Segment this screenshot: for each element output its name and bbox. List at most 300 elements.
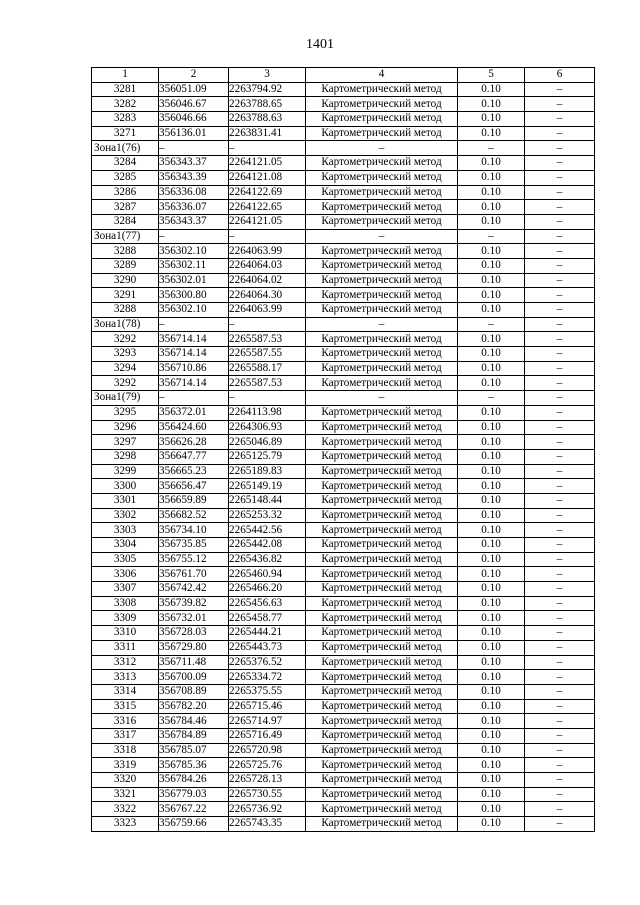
point-number-cell: 3289	[92, 258, 159, 273]
x-coordinate-cell: 356759.66	[159, 817, 229, 832]
method-cell: Картометрический метод	[306, 538, 458, 553]
x-coordinate-cell: 356714.14	[159, 332, 229, 347]
x-coordinate-cell: 356714.14	[159, 347, 229, 362]
method-cell: Картометрический метод	[306, 640, 458, 655]
accuracy-cell: 0.10	[458, 435, 525, 450]
point-number-cell: 3295	[92, 405, 159, 420]
table-row	[92, 288, 595, 303]
table-row	[92, 126, 595, 141]
x-coordinate-cell: 356784.26	[159, 773, 229, 788]
accuracy-cell: –	[458, 391, 525, 406]
x-coordinate-cell: 356343.37	[159, 214, 229, 229]
table-row	[92, 185, 595, 200]
x-coordinate-cell: 356784.89	[159, 728, 229, 743]
accuracy-cell: 0.10	[458, 684, 525, 699]
description-cell: –	[525, 200, 595, 215]
point-number-cell: 3282	[92, 97, 159, 112]
y-coordinate-cell: 2265149.19	[229, 479, 306, 494]
table-row	[92, 596, 595, 611]
description-cell: –	[525, 699, 595, 714]
x-coordinate-cell: 356336.07	[159, 200, 229, 215]
x-coordinate-cell: 356761.70	[159, 567, 229, 582]
description-cell: –	[525, 714, 595, 729]
method-cell: Картометрический метод	[306, 435, 458, 450]
description-cell: –	[525, 670, 595, 685]
point-number-cell: Зона1(77)	[92, 229, 159, 244]
accuracy-cell: 0.10	[458, 493, 525, 508]
column-header: 1	[92, 68, 159, 83]
table-row	[92, 273, 595, 288]
accuracy-cell: 0.10	[458, 626, 525, 641]
method-cell: Картометрический метод	[306, 347, 458, 362]
y-coordinate-cell: 2265730.55	[229, 787, 306, 802]
accuracy-cell: 0.10	[458, 464, 525, 479]
method-cell: Картометрический метод	[306, 361, 458, 376]
y-coordinate-cell: 2265587.53	[229, 376, 306, 391]
description-cell: –	[525, 361, 595, 376]
x-coordinate-cell: 356336.08	[159, 185, 229, 200]
y-coordinate-cell: 2265444.21	[229, 626, 306, 641]
table-row	[92, 332, 595, 347]
table-row	[92, 714, 595, 729]
accuracy-cell: 0.10	[458, 288, 525, 303]
table-row	[92, 435, 595, 450]
method-cell: Картометрический метод	[306, 802, 458, 817]
description-cell: –	[525, 626, 595, 641]
y-coordinate-cell: 2263794.92	[229, 82, 306, 97]
point-number-cell: 3310	[92, 626, 159, 641]
y-coordinate-cell: 2265375.55	[229, 684, 306, 699]
x-coordinate-cell: 356739.82	[159, 596, 229, 611]
table-header	[92, 68, 595, 83]
y-coordinate-cell: –	[229, 317, 306, 332]
zone-row	[92, 229, 595, 244]
point-number-cell: 3314	[92, 684, 159, 699]
description-cell: –	[525, 552, 595, 567]
point-number-cell: Зона1(79)	[92, 391, 159, 406]
table-row	[92, 567, 595, 582]
table-row	[92, 464, 595, 479]
accuracy-cell: 0.10	[458, 582, 525, 597]
point-number-cell: 3297	[92, 435, 159, 450]
accuracy-cell: –	[458, 229, 525, 244]
point-number-cell: 3292	[92, 376, 159, 391]
point-number-cell: 3313	[92, 670, 159, 685]
point-number-cell: 3284	[92, 214, 159, 229]
table-row	[92, 303, 595, 318]
method-cell: Картометрический метод	[306, 405, 458, 420]
accuracy-cell: 0.10	[458, 82, 525, 97]
accuracy-cell: 0.10	[458, 420, 525, 435]
point-number-cell: 3306	[92, 567, 159, 582]
column-header: 4	[306, 68, 458, 83]
x-coordinate-cell: 356767.22	[159, 802, 229, 817]
table-row	[92, 552, 595, 567]
table-row	[92, 758, 595, 773]
accuracy-cell: 0.10	[458, 523, 525, 538]
description-cell: –	[525, 538, 595, 553]
method-cell: –	[306, 317, 458, 332]
description-cell: –	[525, 464, 595, 479]
y-coordinate-cell: 2265125.79	[229, 449, 306, 464]
accuracy-cell: 0.10	[458, 347, 525, 362]
description-cell: –	[525, 126, 595, 141]
description-cell: –	[525, 435, 595, 450]
point-number-cell: 3305	[92, 552, 159, 567]
description-cell: –	[525, 288, 595, 303]
method-cell: Картометрический метод	[306, 596, 458, 611]
accuracy-cell: 0.10	[458, 332, 525, 347]
description-cell: –	[525, 97, 595, 112]
accuracy-cell: –	[458, 141, 525, 156]
method-cell: Картометрический метод	[306, 626, 458, 641]
accuracy-cell: 0.10	[458, 97, 525, 112]
table-row	[92, 640, 595, 655]
method-cell: Картометрический метод	[306, 670, 458, 685]
y-coordinate-cell: 2265728.13	[229, 773, 306, 788]
point-number-cell: 3301	[92, 493, 159, 508]
header-row	[92, 68, 595, 83]
description-cell: –	[525, 817, 595, 832]
x-coordinate-cell: 356734.10	[159, 523, 229, 538]
table-row	[92, 376, 595, 391]
description-cell: –	[525, 582, 595, 597]
accuracy-cell: 0.10	[458, 185, 525, 200]
x-coordinate-cell: 356732.01	[159, 611, 229, 626]
x-coordinate-cell: –	[159, 391, 229, 406]
table-row	[92, 82, 595, 97]
y-coordinate-cell: 2265334.72	[229, 670, 306, 685]
table-row	[92, 802, 595, 817]
description-cell: –	[525, 596, 595, 611]
method-cell: Картометрический метод	[306, 611, 458, 626]
point-number-cell: 3296	[92, 420, 159, 435]
accuracy-cell: 0.10	[458, 200, 525, 215]
point-number-cell: 3316	[92, 714, 159, 729]
method-cell: Картометрический метод	[306, 523, 458, 538]
point-number-cell: 3271	[92, 126, 159, 141]
method-cell: Картометрический метод	[306, 185, 458, 200]
column-header: 3	[229, 68, 306, 83]
table-row	[92, 699, 595, 714]
table-body	[92, 82, 595, 831]
accuracy-cell: 0.10	[458, 214, 525, 229]
method-cell: Картометрический метод	[306, 479, 458, 494]
description-cell: –	[525, 303, 595, 318]
x-coordinate-cell: 356735.85	[159, 538, 229, 553]
description-cell: –	[525, 273, 595, 288]
y-coordinate-cell: 2265466.20	[229, 582, 306, 597]
method-cell: Картометрический метод	[306, 200, 458, 215]
method-cell: Картометрический метод	[306, 684, 458, 699]
x-coordinate-cell: 356302.10	[159, 244, 229, 259]
point-number-cell: 3293	[92, 347, 159, 362]
description-cell: –	[525, 347, 595, 362]
table-row	[92, 728, 595, 743]
accuracy-cell: 0.10	[458, 170, 525, 185]
zone-row	[92, 141, 595, 156]
method-cell: Картометрический метод	[306, 332, 458, 347]
point-number-cell: 3307	[92, 582, 159, 597]
x-coordinate-cell: 356343.39	[159, 170, 229, 185]
y-coordinate-cell: 2264064.03	[229, 258, 306, 273]
table-row	[92, 420, 595, 435]
y-coordinate-cell: 2264122.65	[229, 200, 306, 215]
table-row	[92, 97, 595, 112]
method-cell: Картометрический метод	[306, 582, 458, 597]
table-row	[92, 200, 595, 215]
method-cell: Картометрический метод	[306, 214, 458, 229]
x-coordinate-cell: 356343.37	[159, 156, 229, 171]
y-coordinate-cell: 2265456.63	[229, 596, 306, 611]
accuracy-cell: 0.10	[458, 273, 525, 288]
accuracy-cell: 0.10	[458, 156, 525, 171]
table-row	[92, 244, 595, 259]
method-cell: Картометрический метод	[306, 97, 458, 112]
method-cell: Картометрический метод	[306, 420, 458, 435]
y-coordinate-cell: 2265460.94	[229, 567, 306, 582]
point-number-cell: 3311	[92, 640, 159, 655]
table-row	[92, 655, 595, 670]
accuracy-cell: 0.10	[458, 508, 525, 523]
y-coordinate-cell: 2264064.02	[229, 273, 306, 288]
x-coordinate-cell: 356302.01	[159, 273, 229, 288]
description-cell: –	[525, 728, 595, 743]
x-coordinate-cell: 356755.12	[159, 552, 229, 567]
y-coordinate-cell: 2265443.73	[229, 640, 306, 655]
accuracy-cell: 0.10	[458, 802, 525, 817]
table-row	[92, 170, 595, 185]
method-cell: Картометрический метод	[306, 787, 458, 802]
y-coordinate-cell: 2265587.53	[229, 332, 306, 347]
y-coordinate-cell: 2263788.65	[229, 97, 306, 112]
table-row	[92, 626, 595, 641]
description-cell: –	[525, 493, 595, 508]
accuracy-cell: 0.10	[458, 361, 525, 376]
y-coordinate-cell: 2265716.49	[229, 728, 306, 743]
point-number-cell: 3319	[92, 758, 159, 773]
method-cell: Картометрический метод	[306, 743, 458, 758]
accuracy-cell: 0.10	[458, 303, 525, 318]
y-coordinate-cell: 2265442.56	[229, 523, 306, 538]
description-cell: –	[525, 170, 595, 185]
method-cell: Картометрический метод	[306, 126, 458, 141]
x-coordinate-cell: 356682.52	[159, 508, 229, 523]
accuracy-cell: 0.10	[458, 817, 525, 832]
method-cell: Картометрический метод	[306, 258, 458, 273]
method-cell: Картометрический метод	[306, 508, 458, 523]
description-cell: –	[525, 141, 595, 156]
point-number-cell: 3290	[92, 273, 159, 288]
x-coordinate-cell: –	[159, 141, 229, 156]
description-cell: –	[525, 214, 595, 229]
accuracy-cell: 0.10	[458, 670, 525, 685]
x-coordinate-cell: 356785.07	[159, 743, 229, 758]
y-coordinate-cell: 2265436.82	[229, 552, 306, 567]
method-cell: Картометрический метод	[306, 303, 458, 318]
accuracy-cell: 0.10	[458, 743, 525, 758]
table-row	[92, 684, 595, 699]
y-coordinate-cell: 2264121.05	[229, 214, 306, 229]
description-cell: –	[525, 112, 595, 127]
description-cell: –	[525, 420, 595, 435]
accuracy-cell: 0.10	[458, 405, 525, 420]
x-coordinate-cell: 356051.09	[159, 82, 229, 97]
description-cell: –	[525, 611, 595, 626]
y-coordinate-cell: 2264063.99	[229, 244, 306, 259]
method-cell: Картометрический метод	[306, 288, 458, 303]
description-cell: –	[525, 185, 595, 200]
accuracy-cell: 0.10	[458, 787, 525, 802]
x-coordinate-cell: 356046.66	[159, 112, 229, 127]
point-number-cell: Зона1(76)	[92, 141, 159, 156]
description-cell: –	[525, 802, 595, 817]
description-cell: –	[525, 229, 595, 244]
description-cell: –	[525, 684, 595, 699]
description-cell: –	[525, 640, 595, 655]
y-coordinate-cell: 2265376.52	[229, 655, 306, 670]
point-number-cell: 3318	[92, 743, 159, 758]
y-coordinate-cell: 2264121.05	[229, 156, 306, 171]
point-number-cell: 3283	[92, 112, 159, 127]
x-coordinate-cell: 356626.28	[159, 435, 229, 450]
description-cell: –	[525, 655, 595, 670]
method-cell: –	[306, 141, 458, 156]
column-header: 2	[159, 68, 229, 83]
point-number-cell: 3299	[92, 464, 159, 479]
description-cell: –	[525, 787, 595, 802]
method-cell: Картометрический метод	[306, 728, 458, 743]
description-cell: –	[525, 156, 595, 171]
point-number-cell: 3322	[92, 802, 159, 817]
description-cell: –	[525, 317, 595, 332]
y-coordinate-cell: 2264122.69	[229, 185, 306, 200]
point-number-cell: 3309	[92, 611, 159, 626]
x-coordinate-cell: 356785.36	[159, 758, 229, 773]
table-row	[92, 361, 595, 376]
point-number-cell: 3286	[92, 185, 159, 200]
accuracy-cell: 0.10	[458, 567, 525, 582]
point-number-cell: 3292	[92, 332, 159, 347]
y-coordinate-cell: 2263788.63	[229, 112, 306, 127]
y-coordinate-cell: 2265148.44	[229, 493, 306, 508]
method-cell: Картометрический метод	[306, 112, 458, 127]
x-coordinate-cell: 356665.23	[159, 464, 229, 479]
point-number-cell: 3312	[92, 655, 159, 670]
point-number-cell: 3302	[92, 508, 159, 523]
method-cell: Картометрический метод	[306, 82, 458, 97]
table-row	[92, 787, 595, 802]
y-coordinate-cell: 2265743.35	[229, 817, 306, 832]
accuracy-cell: 0.10	[458, 640, 525, 655]
table-row	[92, 449, 595, 464]
description-cell: –	[525, 258, 595, 273]
description-cell: –	[525, 508, 595, 523]
table-row	[92, 479, 595, 494]
table-row	[92, 493, 595, 508]
x-coordinate-cell: 356742.42	[159, 582, 229, 597]
x-coordinate-cell: 356136.01	[159, 126, 229, 141]
table-row	[92, 523, 595, 538]
description-cell: –	[525, 449, 595, 464]
coordinates-table	[91, 67, 595, 832]
table-row	[92, 611, 595, 626]
point-number-cell: 3315	[92, 699, 159, 714]
accuracy-cell: 0.10	[458, 126, 525, 141]
point-number-cell: 3323	[92, 817, 159, 832]
x-coordinate-cell: 356728.03	[159, 626, 229, 641]
y-coordinate-cell: 2264121.08	[229, 170, 306, 185]
point-number-cell: 3320	[92, 773, 159, 788]
column-header: 6	[525, 68, 595, 83]
x-coordinate-cell: 356424.60	[159, 420, 229, 435]
x-coordinate-cell: 356302.10	[159, 303, 229, 318]
point-number-cell: 3288	[92, 244, 159, 259]
x-coordinate-cell: 356372.01	[159, 405, 229, 420]
y-coordinate-cell: –	[229, 229, 306, 244]
point-number-cell: 3281	[92, 82, 159, 97]
table-row	[92, 347, 595, 362]
method-cell: Картометрический метод	[306, 817, 458, 832]
accuracy-cell: 0.10	[458, 714, 525, 729]
description-cell: –	[525, 567, 595, 582]
point-number-cell: 3298	[92, 449, 159, 464]
x-coordinate-cell: 356700.09	[159, 670, 229, 685]
page-number: 1401	[306, 37, 334, 52]
x-coordinate-cell: 356779.03	[159, 787, 229, 802]
y-coordinate-cell: 2264306.93	[229, 420, 306, 435]
x-coordinate-cell: 356714.14	[159, 376, 229, 391]
point-number-cell: Зона1(78)	[92, 317, 159, 332]
y-coordinate-cell: 2265458.77	[229, 611, 306, 626]
description-cell: –	[525, 743, 595, 758]
point-number-cell: 3288	[92, 303, 159, 318]
point-number-cell: 3303	[92, 523, 159, 538]
column-header: 5	[458, 68, 525, 83]
point-number-cell: 3284	[92, 156, 159, 171]
accuracy-cell: 0.10	[458, 596, 525, 611]
method-cell: Картометрический метод	[306, 273, 458, 288]
point-number-cell: 3285	[92, 170, 159, 185]
accuracy-cell: 0.10	[458, 376, 525, 391]
method-cell: Картометрический метод	[306, 699, 458, 714]
accuracy-cell: 0.10	[458, 655, 525, 670]
table-row	[92, 112, 595, 127]
x-coordinate-cell: –	[159, 317, 229, 332]
point-number-cell: 3294	[92, 361, 159, 376]
x-coordinate-cell: 356784.46	[159, 714, 229, 729]
point-number-cell: 3287	[92, 200, 159, 215]
y-coordinate-cell: 2265046.89	[229, 435, 306, 450]
method-cell: Картометрический метод	[306, 773, 458, 788]
method-cell: Картометрический метод	[306, 655, 458, 670]
y-coordinate-cell: 2264064.30	[229, 288, 306, 303]
x-coordinate-cell: –	[159, 229, 229, 244]
x-coordinate-cell: 356710.86	[159, 361, 229, 376]
y-coordinate-cell: 2265587.55	[229, 347, 306, 362]
accuracy-cell: 0.10	[458, 538, 525, 553]
accuracy-cell: 0.10	[458, 112, 525, 127]
y-coordinate-cell: 2263831.41	[229, 126, 306, 141]
description-cell: –	[525, 391, 595, 406]
point-number-cell: 3304	[92, 538, 159, 553]
method-cell: Картометрический метод	[306, 552, 458, 567]
method-cell: Картометрический метод	[306, 156, 458, 171]
x-coordinate-cell: 356711.48	[159, 655, 229, 670]
accuracy-cell: 0.10	[458, 479, 525, 494]
description-cell: –	[525, 244, 595, 259]
y-coordinate-cell: –	[229, 391, 306, 406]
